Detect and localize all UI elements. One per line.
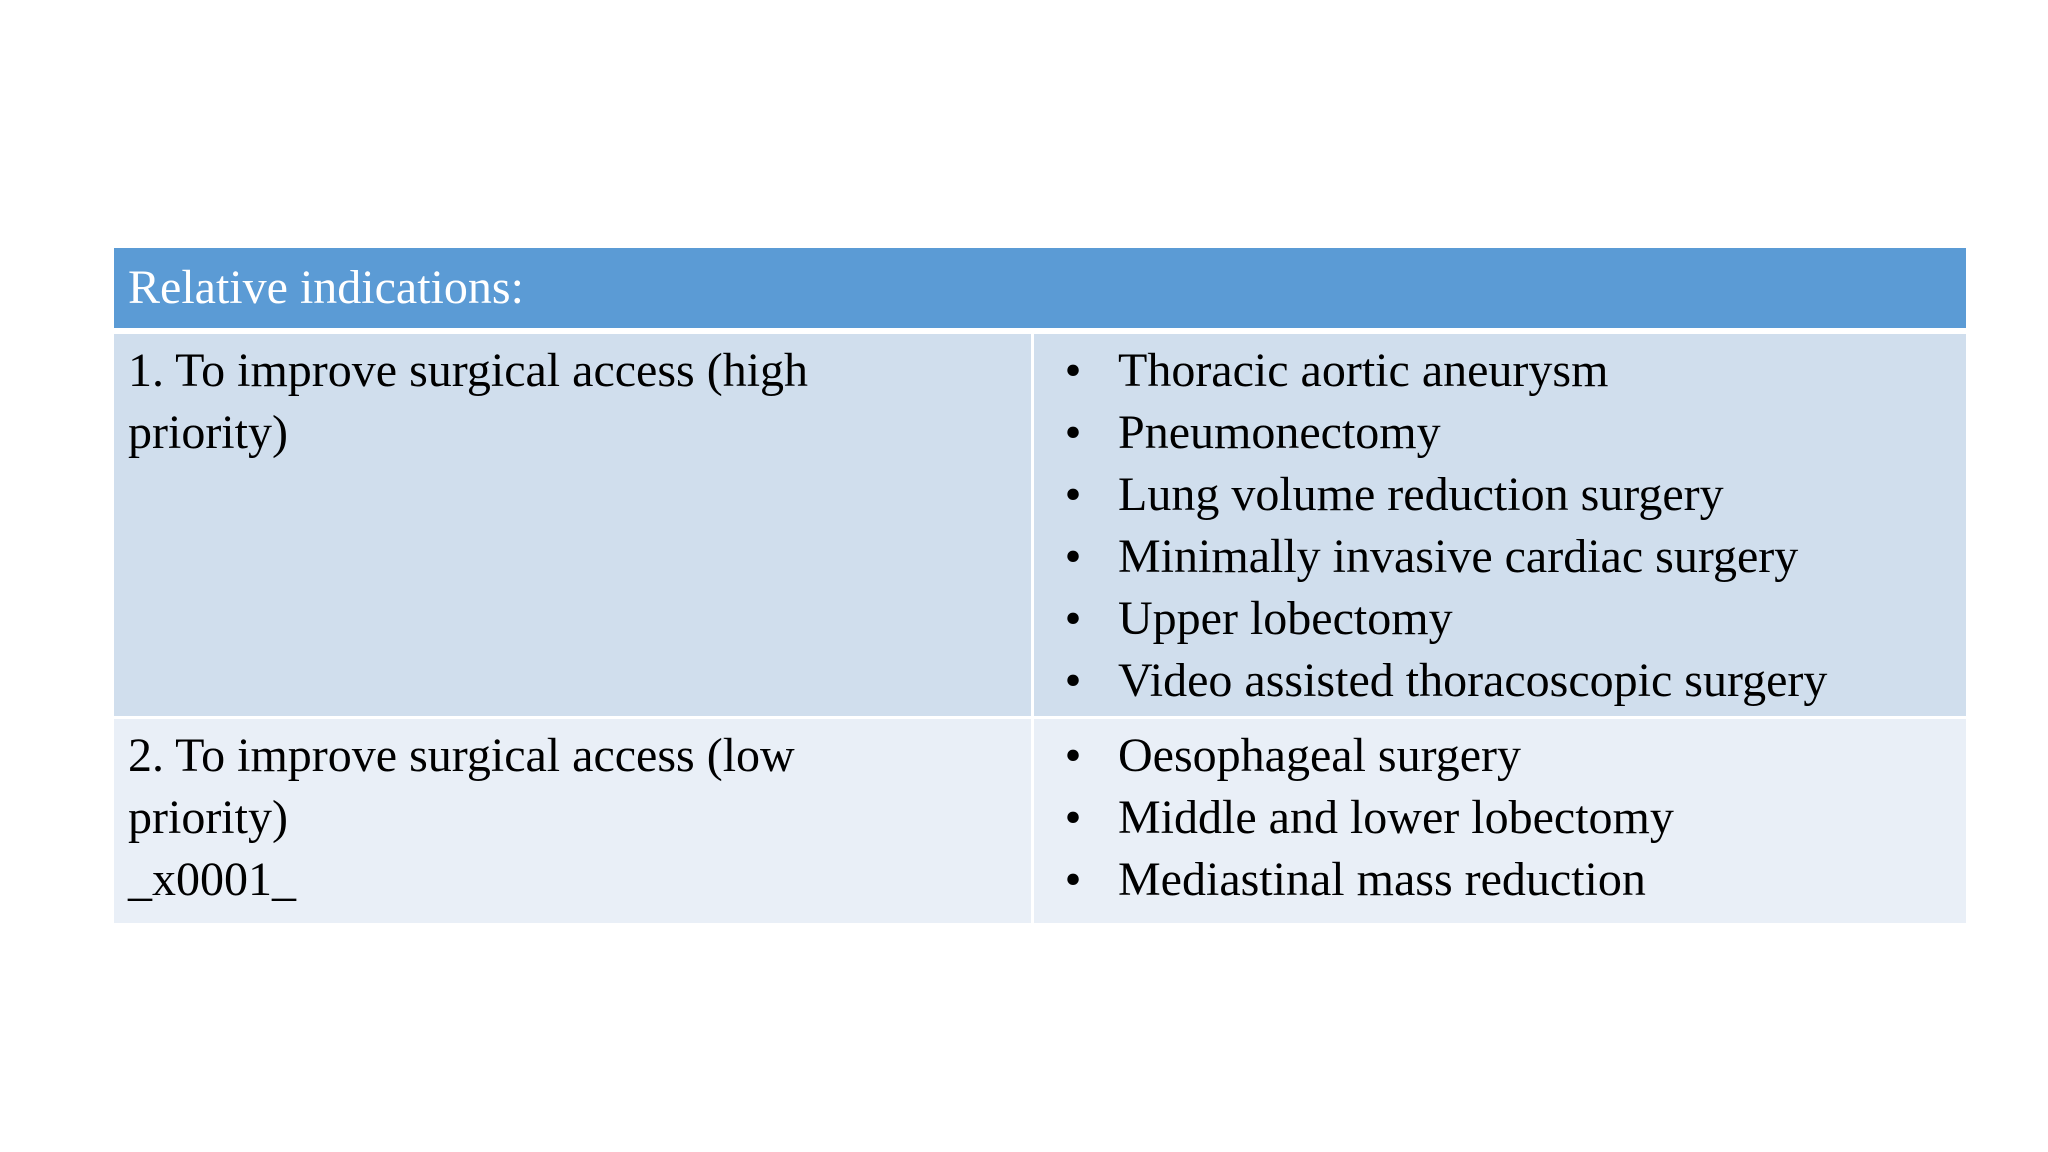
list-item-label: Upper lobectomy xyxy=(1118,592,1453,645)
list-item-label: Mediastinal mass reduction xyxy=(1118,853,1646,906)
list-item xyxy=(1048,588,1952,650)
bullet-icon: • xyxy=(1064,729,1082,782)
category-line: priority) xyxy=(128,791,288,844)
row-category xyxy=(114,719,1034,923)
table-row xyxy=(114,334,1966,719)
table-header: Relative indications: xyxy=(114,248,1966,334)
list-item-label: Thoracic aortic aneurysm xyxy=(1118,344,1609,397)
category-line: _x0001_ xyxy=(128,853,296,906)
list-item xyxy=(1048,650,1952,712)
list-item-label: Lung volume reduction surgery xyxy=(1118,468,1724,521)
indications-table xyxy=(114,248,1966,923)
list-item xyxy=(1048,725,1952,787)
list-item xyxy=(1048,464,1952,526)
list-item-label: Middle and lower lobectomy xyxy=(1118,791,1674,844)
table-row xyxy=(114,719,1966,923)
row-items xyxy=(1034,719,1966,923)
bullet-icon: • xyxy=(1064,592,1082,645)
bullet-icon: • xyxy=(1064,791,1082,844)
bullet-icon: • xyxy=(1064,468,1082,521)
bullet-icon: • xyxy=(1064,530,1082,583)
bullet-list xyxy=(1048,340,1952,712)
bullet-icon: • xyxy=(1064,406,1082,459)
category-line: 2. To improve surgical access (low xyxy=(128,729,795,782)
list-item xyxy=(1048,787,1952,849)
bullet-icon: • xyxy=(1064,853,1082,906)
row-items xyxy=(1034,334,1966,719)
list-item-label: Video assisted thoracoscopic surgery xyxy=(1118,654,1828,707)
category-line: 1. To improve surgical access (high xyxy=(128,344,809,397)
bullet-icon: • xyxy=(1064,654,1082,707)
list-item-label: Minimally invasive cardiac surgery xyxy=(1118,530,1799,583)
list-item xyxy=(1048,402,1952,464)
list-item-label: Pneumonectomy xyxy=(1118,406,1441,459)
list-item xyxy=(1048,526,1952,588)
bullet-list xyxy=(1048,725,1952,911)
list-item xyxy=(1048,340,1952,402)
bullet-icon: • xyxy=(1064,344,1082,397)
list-item-label: Oesophageal surgery xyxy=(1118,729,1521,782)
table-header-row xyxy=(114,248,1966,334)
list-item xyxy=(1048,849,1952,911)
category-line: priority) xyxy=(128,406,288,459)
row-category xyxy=(114,334,1034,719)
